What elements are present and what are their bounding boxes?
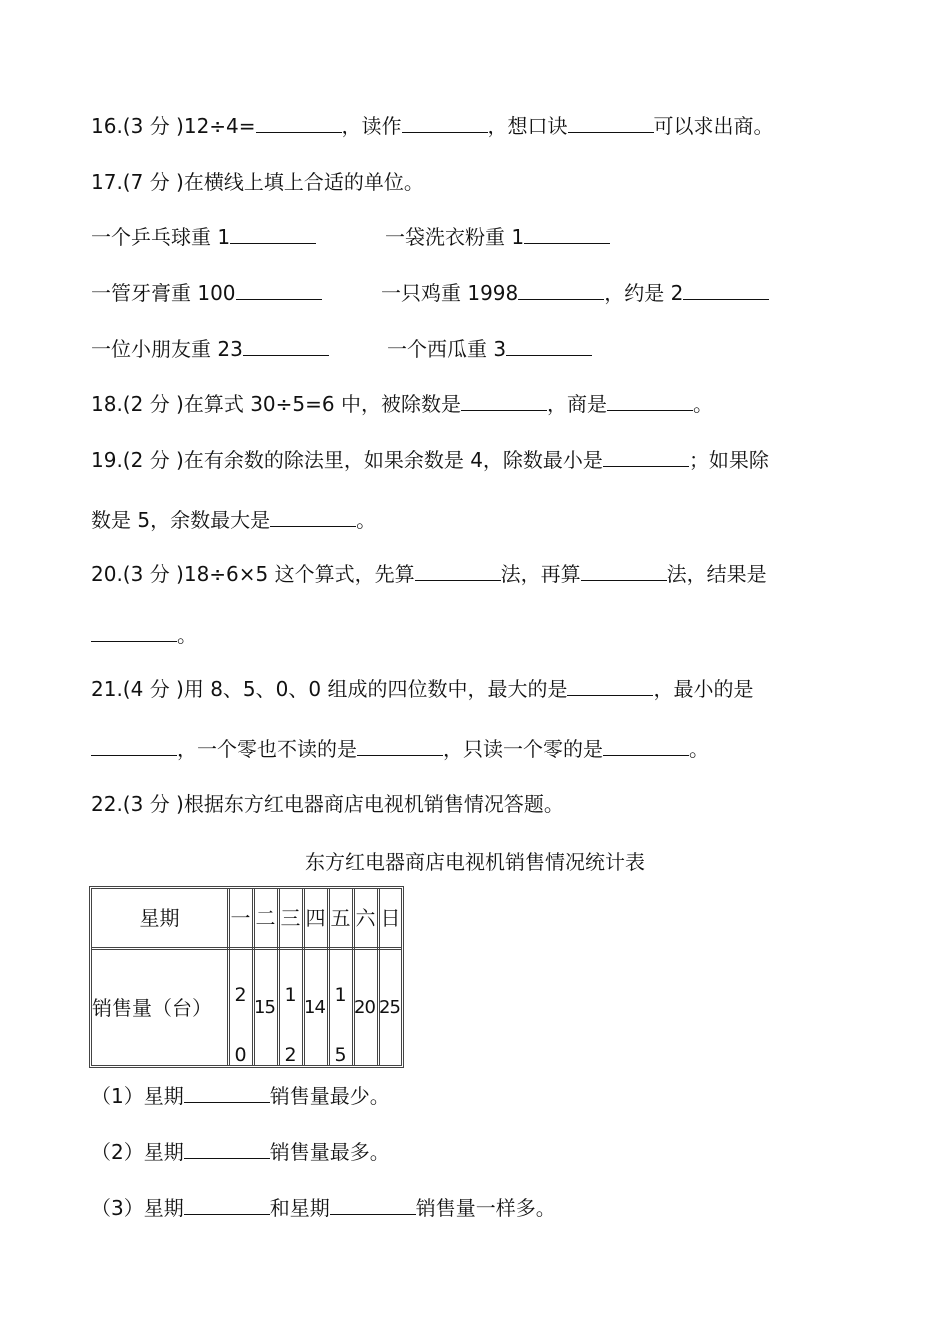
- answer-blank[interactable]: [518, 281, 604, 300]
- q22-text: 销售量一样多。: [415, 1196, 556, 1220]
- q20-text: 20.(3 分 )18÷6×5 这个算式，先算: [91, 562, 415, 586]
- q16-text: 16.(3 分 )12÷4=: [91, 114, 256, 138]
- day-cell: 一: [230, 906, 251, 930]
- q22-sub-2: [91, 1139, 390, 1165]
- answer-blank[interactable]: [506, 337, 592, 356]
- answer-blank[interactable]: [236, 281, 322, 300]
- q16-text: ，读作: [341, 114, 402, 138]
- answer-blank[interactable]: [568, 114, 654, 133]
- day-cell: 三: [280, 906, 301, 930]
- answer-blank[interactable]: [184, 1196, 270, 1215]
- q21-text: ，一个零也不读的是: [177, 737, 357, 761]
- day-cell: 五: [330, 906, 351, 930]
- answer-blank[interactable]: [330, 1196, 416, 1215]
- sales-cell: 15: [254, 997, 275, 1018]
- q17-item: 一个西瓜重 3: [387, 337, 507, 361]
- answer-blank[interactable]: [524, 225, 610, 244]
- q22-text: 和星期: [269, 1196, 330, 1220]
- q18-text: 。: [692, 392, 713, 416]
- q22-text: （3）星期: [91, 1196, 184, 1220]
- answer-blank[interactable]: [415, 562, 501, 581]
- sales-cell: 25: [379, 997, 400, 1018]
- q22-text: 销售量最少。: [269, 1084, 390, 1108]
- answer-blank[interactable]: [567, 677, 653, 696]
- q22-sub-1: [91, 1083, 390, 1109]
- day-cell: 四: [305, 906, 326, 930]
- q19-line-1: [91, 447, 769, 473]
- q17-row-3: [91, 336, 329, 362]
- q21-text: ，只读一个零的是: [443, 737, 603, 761]
- q21-line-2: [91, 736, 709, 762]
- q21-text: ，最小的是: [653, 677, 754, 701]
- q17-item: 一袋洗衣粉重 1: [385, 225, 525, 249]
- answer-blank[interactable]: [683, 281, 769, 300]
- q18-text: ，商是: [546, 392, 607, 416]
- answer-blank[interactable]: [256, 114, 342, 133]
- q20-line-2: [91, 622, 197, 648]
- q16-line: [91, 113, 774, 139]
- q22-sub-3: [91, 1195, 556, 1221]
- q22-text: （2）星期: [91, 1140, 184, 1164]
- q22-text: 销售量最多。: [269, 1140, 390, 1164]
- day-cell: 日: [380, 906, 401, 930]
- sales-table: [89, 886, 404, 1068]
- q19-line-2: [91, 507, 376, 533]
- q22-header: 22.(3 分 )根据东方红电器商店电视机销售情况答题。: [91, 792, 564, 816]
- answer-blank[interactable]: [91, 737, 177, 756]
- q17-row-1: [91, 224, 316, 250]
- answer-blank[interactable]: [357, 737, 443, 756]
- sales-cell: 15: [334, 984, 347, 1066]
- q17-row-1b: [385, 224, 610, 250]
- sales-cell: 20: [234, 984, 247, 1066]
- answer-blank[interactable]: [607, 392, 693, 411]
- answer-blank[interactable]: [603, 448, 689, 467]
- answer-blank[interactable]: [402, 114, 488, 133]
- q20-text: 法，结果是: [666, 562, 767, 586]
- q16-text: ，想口诀: [487, 114, 568, 138]
- q19-text: 。: [356, 508, 377, 532]
- answer-blank[interactable]: [461, 392, 547, 411]
- q17-item: 一管牙膏重 100: [91, 281, 236, 305]
- q17-row-2b: [381, 280, 769, 306]
- answer-blank[interactable]: [581, 562, 667, 581]
- q17-item: ，约是 2: [604, 281, 684, 305]
- q18-text: 18.(2 分 )在算式 30÷5=6 中，被除数是: [91, 392, 461, 416]
- answer-blank[interactable]: [603, 737, 689, 756]
- day-cell: 二: [255, 906, 276, 930]
- row-label-day: 星期: [139, 906, 180, 930]
- q16-text: 可以求出商。: [653, 114, 774, 138]
- q17-row-3b: [387, 336, 592, 362]
- answer-blank[interactable]: [184, 1084, 270, 1103]
- q21-text: 21.(4 分 )用 8、5、0、0 组成的四位数中，最大的是: [91, 677, 568, 701]
- q19-text: 数是 5，余数最大是: [91, 508, 271, 532]
- q20-line-1: [91, 561, 767, 587]
- answer-blank[interactable]: [91, 623, 177, 642]
- q20-text: 。: [177, 623, 197, 647]
- q17-item: 一位小朋友重 23: [91, 337, 243, 361]
- q17-item: 一只鸡重 1998: [381, 281, 519, 305]
- answer-blank[interactable]: [270, 508, 356, 527]
- answer-blank[interactable]: [184, 1140, 270, 1159]
- answer-blank[interactable]: [230, 225, 316, 244]
- sales-cell: 12: [284, 984, 297, 1066]
- q19-text: 19.(2 分 )在有余数的除法里，如果余数是 4，除数最小是: [91, 448, 603, 472]
- q19-text: ；如果除: [688, 448, 769, 472]
- q21-text: 。: [689, 737, 709, 761]
- q17-item: 一个乒乓球重 1: [91, 225, 231, 249]
- q21-line-1: [91, 676, 753, 702]
- sales-cell: 20: [354, 997, 375, 1018]
- q18-line: [91, 391, 713, 417]
- answer-blank[interactable]: [243, 337, 329, 356]
- q20-text: 法，再算: [500, 562, 581, 586]
- row-label-sales: 销售量（台）: [92, 996, 212, 1020]
- sales-cell: 14: [304, 997, 325, 1018]
- q17-header: 17.(7 分 )在横线上填上合适的单位。: [91, 170, 424, 194]
- q17-row-2: [91, 280, 322, 306]
- table-title: 东方红电器商店电视机销售情况统计表: [305, 850, 645, 874]
- q22-text: （1）星期: [91, 1084, 184, 1108]
- day-cell: 六: [355, 906, 376, 930]
